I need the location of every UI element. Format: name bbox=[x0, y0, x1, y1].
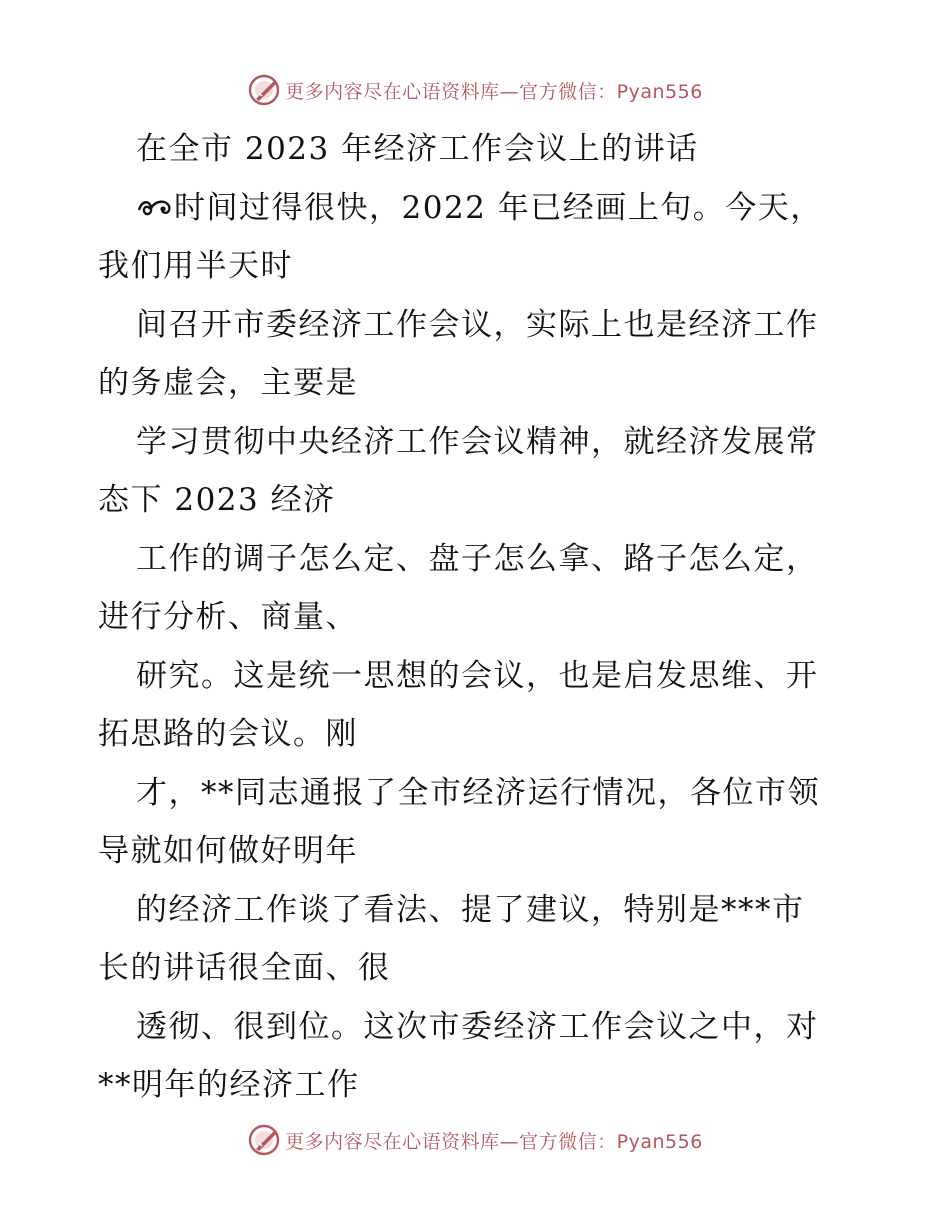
text-line bbox=[98, 588, 858, 647]
document-title bbox=[98, 120, 858, 179]
text-line-content: 的务虚会，主要是 bbox=[98, 365, 358, 401]
brand-logo-icon bbox=[247, 73, 281, 107]
text-line bbox=[98, 354, 858, 413]
text-line bbox=[98, 471, 858, 530]
text-line bbox=[98, 764, 858, 823]
text-line bbox=[98, 705, 858, 764]
footer-banner-text: 更多内容尽在心语资料库—官方微信：Pyan556 bbox=[285, 1130, 703, 1153]
text-line bbox=[98, 647, 858, 706]
text-line bbox=[98, 939, 858, 998]
text-line bbox=[98, 1056, 858, 1115]
footer-banner bbox=[0, 1120, 950, 1160]
header-banner-text: 更多内容尽在心语资料库—官方微信：Pyan556 bbox=[285, 80, 703, 103]
header-banner bbox=[0, 70, 950, 110]
brand-logo-icon bbox=[247, 1123, 281, 1157]
document-body bbox=[98, 120, 858, 1115]
text-line-content: 进行分析、商量、 bbox=[98, 599, 358, 635]
text-line bbox=[98, 237, 858, 296]
text-line bbox=[98, 881, 858, 940]
text-line bbox=[98, 822, 858, 881]
text-line-content: 工作的调子怎么定、盘子怎么拿、路子怎么定， bbox=[136, 540, 819, 577]
text-line-content: 态下 2023 经济 bbox=[98, 482, 336, 518]
text-line bbox=[98, 179, 858, 238]
text-line-content: 在全市 2023 年经济工作会议上的讲话 bbox=[136, 131, 699, 167]
text-line-content: 研究。这是统一思想的会议，也是启发思维、开 bbox=[136, 657, 819, 694]
text-line bbox=[98, 530, 858, 589]
text-line-content: 拓思路的会议。刚 bbox=[98, 716, 358, 752]
text-line-content: 才，**同志通报了全市经济运行情况，各位市领 bbox=[136, 774, 820, 811]
text-line-content: 透彻、很到位。这次市委经济工作会议之中，对 bbox=[136, 1008, 819, 1045]
text-line-content: **明年的经济工作 bbox=[98, 1067, 360, 1103]
text-line bbox=[98, 413, 858, 472]
text-line-content: 导就如何做好明年 bbox=[98, 833, 358, 869]
text-line bbox=[98, 296, 858, 355]
text-line-content: 的经济工作谈了看法、提了建议，特别是***市 bbox=[136, 891, 805, 928]
text-line-content: 时间过得很快，2022 年已经画上句。今天， bbox=[174, 189, 823, 226]
text-line bbox=[98, 998, 858, 1057]
text-line-content: 间召开市委经济工作会议，实际上也是经济工作 bbox=[136, 306, 819, 343]
text-line-content: 学习贯彻中央经济工作会议精神，就经济发展常 bbox=[136, 423, 819, 460]
text-line-content: 长的讲话很全面、很 bbox=[98, 950, 391, 986]
swirl-bullet-icon bbox=[136, 196, 174, 220]
text-line-content: 我们用半天时 bbox=[98, 248, 293, 284]
